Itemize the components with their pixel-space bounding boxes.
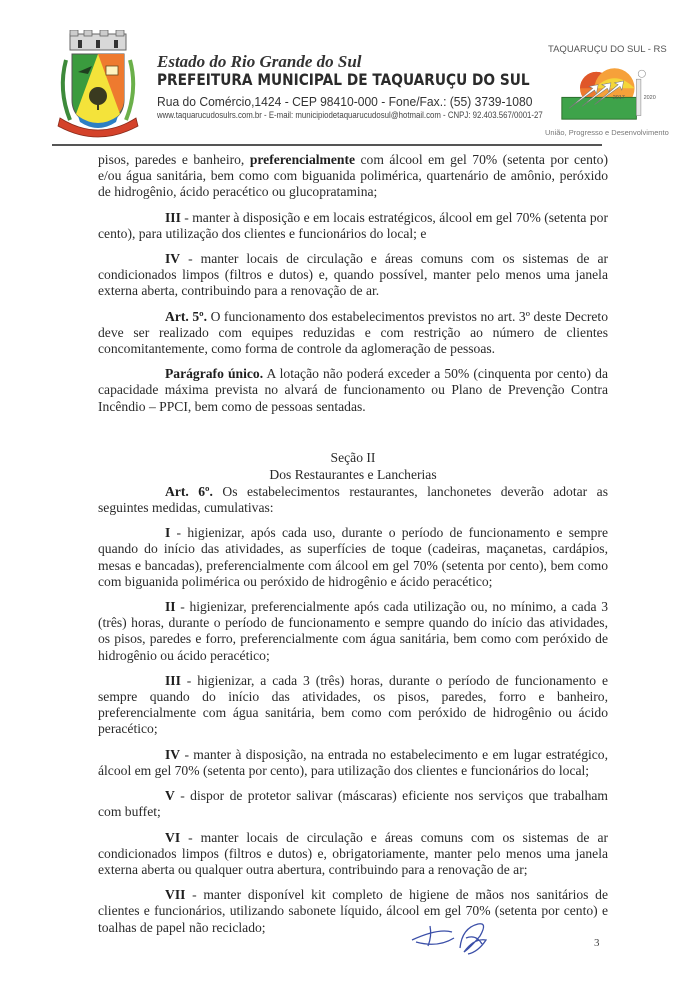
prefecture-name: PREFEITURA MUNICIPAL DE TAQUARUÇU DO SUL bbox=[157, 71, 530, 89]
art6-item-iv: IV - manter à disposição, na entrada no estabelecimento e em lugar estratégico, álcool em gel 70% (setenta por cento), para utilização dos clientes e funcionários do local; bbox=[98, 746, 608, 778]
address-line: Rua do Comércio,1424 - CEP 98410-000 - Fone/Fax.: (55) 3739-1080 bbox=[157, 94, 533, 109]
section-title: Dos Restaurantes e Lancherias bbox=[269, 466, 437, 482]
logo-motto: União, Progresso e Desenvolvimento bbox=[545, 128, 669, 137]
art6-item-iii: III - higienizar, a cada 3 (três) horas, durante o período de funcionamento e sempre quando do início das atividades, os pisos, paredes, forro e banheiro, preferencialmente com água sanitária, bem como com peróxido de hidrogênio ou ácido peracético; bbox=[98, 672, 608, 737]
logo-year-end: 2020 bbox=[643, 95, 656, 102]
paragraph-continued: pisos, paredes e banheiro, preferencialmente com álcool em gel 70% (setenta por cento) e/ou água sanitária, bem como com biguanida polimérica, quartenário de amônio, peróxido de hidrogênio, ácido peracético ou glucopratamina; bbox=[98, 152, 608, 200]
header-divider bbox=[52, 144, 602, 146]
art6-item-vii: VII - manter disponível kit completo de higiene de mãos nos sanitários de clientes e funcionários, utilizando sabonete líquido, álcool em gel 70% (setenta por cento) e toalhas de papel não reciclado; bbox=[98, 887, 608, 935]
logo-title: TAQUARUÇU DO SUL - RS bbox=[548, 44, 667, 55]
signature-icon bbox=[408, 918, 498, 958]
item-iii: III - manter à disposição e em locais estratégicos, álcool em gel 70% (setenta por cento), para utilização dos clientes e funcionários do local; e bbox=[98, 209, 608, 241]
sole-paragraph: Parágrafo único. A lotação não poderá exceder a 50% (cinquenta por cento) da capacidade máxima prevista no alvará de funcionamento ou Plano de Prevenção Contra Incêndio – PPCI, bem como de pessoas sentadas. bbox=[98, 366, 608, 414]
administration-logo-icon bbox=[560, 58, 660, 124]
section-number: Seção II bbox=[330, 449, 376, 465]
art6-item-i: I - higienizar, após cada uso, durante o período de funcionamento e sempre quando do início das atividades, as superfícies de toque (cadeiras, maçanetas, cardápios, mesas e bancadas), preferencialmente com álcool em gel 70% (setenta por cento), bem como com biguanida polimérica ou peróxido de hidrogênio e ácido peracético; bbox=[98, 525, 608, 589]
section-heading bbox=[98, 449, 608, 483]
article-6: Art. 6º. Os estabelecimentos restaurantes, lanchonetes deverão adotar as seguintes medidas, cumulativas: bbox=[98, 483, 608, 516]
coat-of-arms-icon bbox=[48, 30, 148, 140]
item-iv: IV - manter locais de circulação e áreas comuns com os sistemas de ar condicionados limpos (filtros e dutos) e, quando possível, manter pelo menos uma janela externa aberta, contribuindo para a renovação de ar. bbox=[98, 251, 608, 299]
article-5: Art. 5º. O funcionamento dos estabelecimentos previstos no art. 3º deste Decreto deve ser realizado com equipes reduzidas e com restrição ao número de clientes concomitantemente, como forma de controle da aglomeração de pessoas. bbox=[98, 308, 608, 357]
art6-item-vi: VI - manter locais de circulação e áreas comuns com os sistemas de ar condicionados limpos (filtros e dutos) e, obrigatoriamente, manter pelo menos uma janela externa aberta ou qualquer outra abertura, contribuindo para a renovação de ar; bbox=[98, 829, 608, 877]
contact-line: www.taquarucudosulrs.com.br - E-mail: municipiodetaquarucudosul@hotmail.com - CNPJ: 92.403.567/0001-27 bbox=[157, 110, 543, 120]
page-number: 3 bbox=[594, 937, 600, 949]
logo-year-start: 2017 bbox=[612, 95, 625, 102]
letterhead bbox=[0, 0, 700, 150]
art6-item-ii: II - higienizar, preferencialmente após cada utilização ou, no mínimo, a cada 3 (três) horas, durante o período de funcionamento e sempre quando do início das atividades, os pisos, paredes e forro, preferencialmente com água sanitária, bem como com peróxido de hidrogênio ou ácido peracético; bbox=[98, 599, 608, 663]
art6-item-v: V - dispor de protetor salivar (máscaras) eficiente nos serviços que trabalham com buffet; bbox=[98, 788, 608, 820]
state-name: Estado do Rio Grande do Sul bbox=[157, 52, 362, 71]
document-body bbox=[98, 152, 608, 945]
